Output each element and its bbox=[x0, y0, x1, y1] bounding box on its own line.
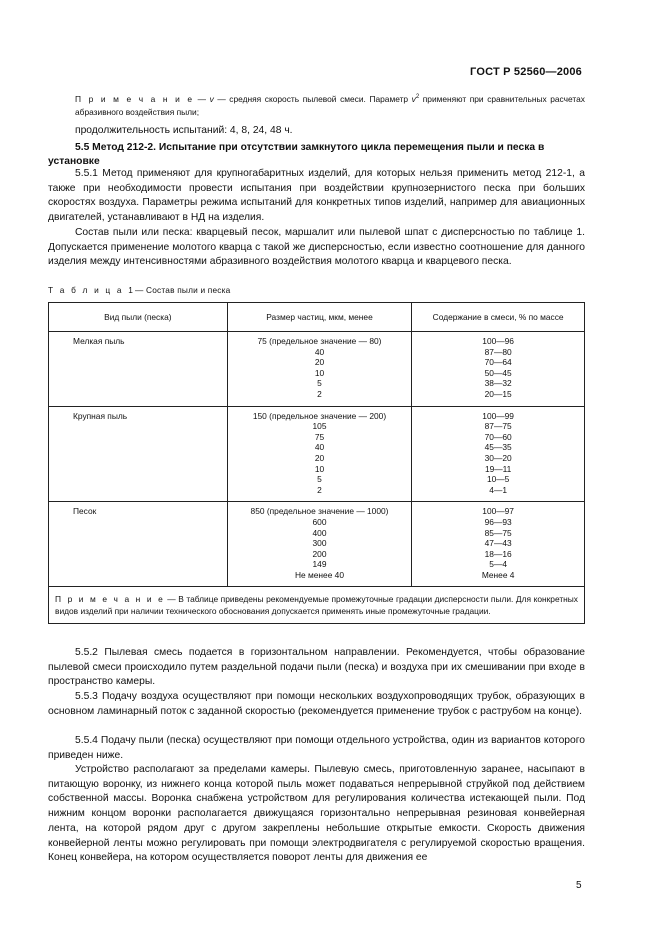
header-content: Содержание в смеси, % по массе bbox=[412, 303, 585, 332]
size-cell: 150 (предельное значение — 200) 105 75 40 20 10 5 2 bbox=[227, 406, 412, 502]
paragraph-5-5-3: 5.5.3 Подачу воздуха осуществляют при помощи нескольких воздухопроводящих трубок, образующих в основном ламинарный поток с заданной скоростью (рекомендуется применение трубок с раструбом на конце). bbox=[48, 691, 585, 717]
table-note-row bbox=[49, 587, 585, 624]
v-symbol: v bbox=[209, 94, 214, 104]
page-number: 5 bbox=[576, 880, 582, 891]
table-note-label: П р и м е ч а н и е bbox=[55, 594, 165, 605]
top-note bbox=[75, 93, 585, 119]
paragraph-5-5-4: 5.5.4 Подачу пыли (песка) осуществляют при помощи отдельного устройства, один из вариантов которого приведен ниже. bbox=[48, 735, 585, 761]
dust-composition-table bbox=[48, 302, 585, 624]
header-kind: Вид пыли (песка) bbox=[49, 303, 228, 332]
table-header-row bbox=[49, 303, 585, 332]
v2-symbol: v bbox=[411, 94, 416, 104]
table-note bbox=[49, 587, 585, 624]
kind-cell: Крупная пыль bbox=[49, 406, 228, 502]
note-dash: — bbox=[194, 94, 210, 104]
table-row bbox=[49, 332, 585, 407]
header-size: Размер частиц, мкм, менее bbox=[227, 303, 412, 332]
section-5-5-heading: 5.5 Метод 212-2. Испытание при отсутствии замкнутого цикла перемещения пыли и песка в установке bbox=[48, 142, 545, 167]
table-caption-text: — Состав пыли и песка bbox=[135, 285, 231, 295]
duration-line: продолжительность испытаний: 4, 8, 24, 48 ч. bbox=[75, 125, 293, 136]
table-note-text: — В таблице приведены рекомендуемые промежуточные градации дисперсности пыли. Для конкретных видов изделий при наличии технического обоснования допускается применять иные промежуточные градации. bbox=[55, 594, 578, 617]
table-caption-label: Т а б л и ц а 1 bbox=[48, 285, 136, 295]
note-text-2: — средняя скорость пылевой смеси. Параметр bbox=[213, 94, 412, 104]
content-cell: 100—96 87—80 70—64 50—45 38—32 20—15 bbox=[412, 332, 585, 407]
kind-cell: Песок bbox=[49, 502, 228, 587]
table-row bbox=[49, 502, 585, 587]
content-cell: 100—99 87—75 70—60 45—35 30—20 19—11 10—5 4—1 bbox=[412, 406, 585, 502]
size-cell: 850 (предельное значение — 1000) 600 400 300 200 149 Не менее 40 bbox=[227, 502, 412, 587]
paragraph-composition: Состав пыли или песка: кварцевый песок, маршалит или пылевой шпат с дисперсностью по таблице 1. Допускается применение молотого кварца с такой же дисперсностью, если известно соотношение для данного изделия между интенсивностями абразивного воздействия молотого кварца и кварцевого песка. bbox=[48, 227, 585, 268]
paragraph-device: Устройство располагают за пределами камеры. Пылевую смесь, приготовленную заранее, насыпают в питающую воронку, из нижнего конца которой пыль может подаваться непрерывной струйкой под действием собственной массы. Воронка снабжена устройством для регулирования количества истекающей пыли. Под нижним концом воронки располагается движущаяся горизонтально непрерывная резиновая конвейерная лента, на которой рядом друг с другом закреплены небольшие открытые емкости. Скорость движения конвейерной ленты можно регулировать при помощи электродвигателя с регулируемой скоростью вращения. Конец конвейера, на котором осуществляется поворот ленты для движения ее bbox=[48, 764, 585, 864]
table-row bbox=[49, 406, 585, 502]
note-text-3: применяют при сравнительных расчетах абразивного воздействия пыли; bbox=[75, 94, 585, 117]
note-label: П р и м е ч а н и е bbox=[75, 94, 195, 104]
content-cell: 100—97 96—93 85—75 47—43 18—16 5—4 Менее 4 bbox=[412, 502, 585, 587]
v2-superscript: 2 bbox=[415, 94, 420, 101]
document-header: ГОСТ Р 52560—2006 bbox=[470, 66, 582, 78]
paragraph-5-5-2: 5.5.2 Пылевая смесь подается в горизонтальном направлении. Рекомендуется, чтобы образование пылевой смеси происходило путем раздельной подачи пыли (песка) и воздуха при их смешивании при входе в пространство камеры. bbox=[48, 647, 585, 688]
table-caption bbox=[48, 285, 230, 295]
paragraph-5-5-1: 5.5.1 Метод применяют для крупногабаритных изделий, для которых нельзя применить метод 212-1, а также при необходимости провести испытания при воздействии крупнозернистого песка при больших скоростях воздуха. Параметры режима испытаний для конкретных типов изделий, например для авиационных двигателей, устанавливают в НД на изделия. bbox=[48, 168, 585, 224]
kind-cell: Мелкая пыль bbox=[49, 332, 228, 407]
size-cell: 75 (предельное значение — 80) 40 20 10 5 2 bbox=[227, 332, 412, 407]
